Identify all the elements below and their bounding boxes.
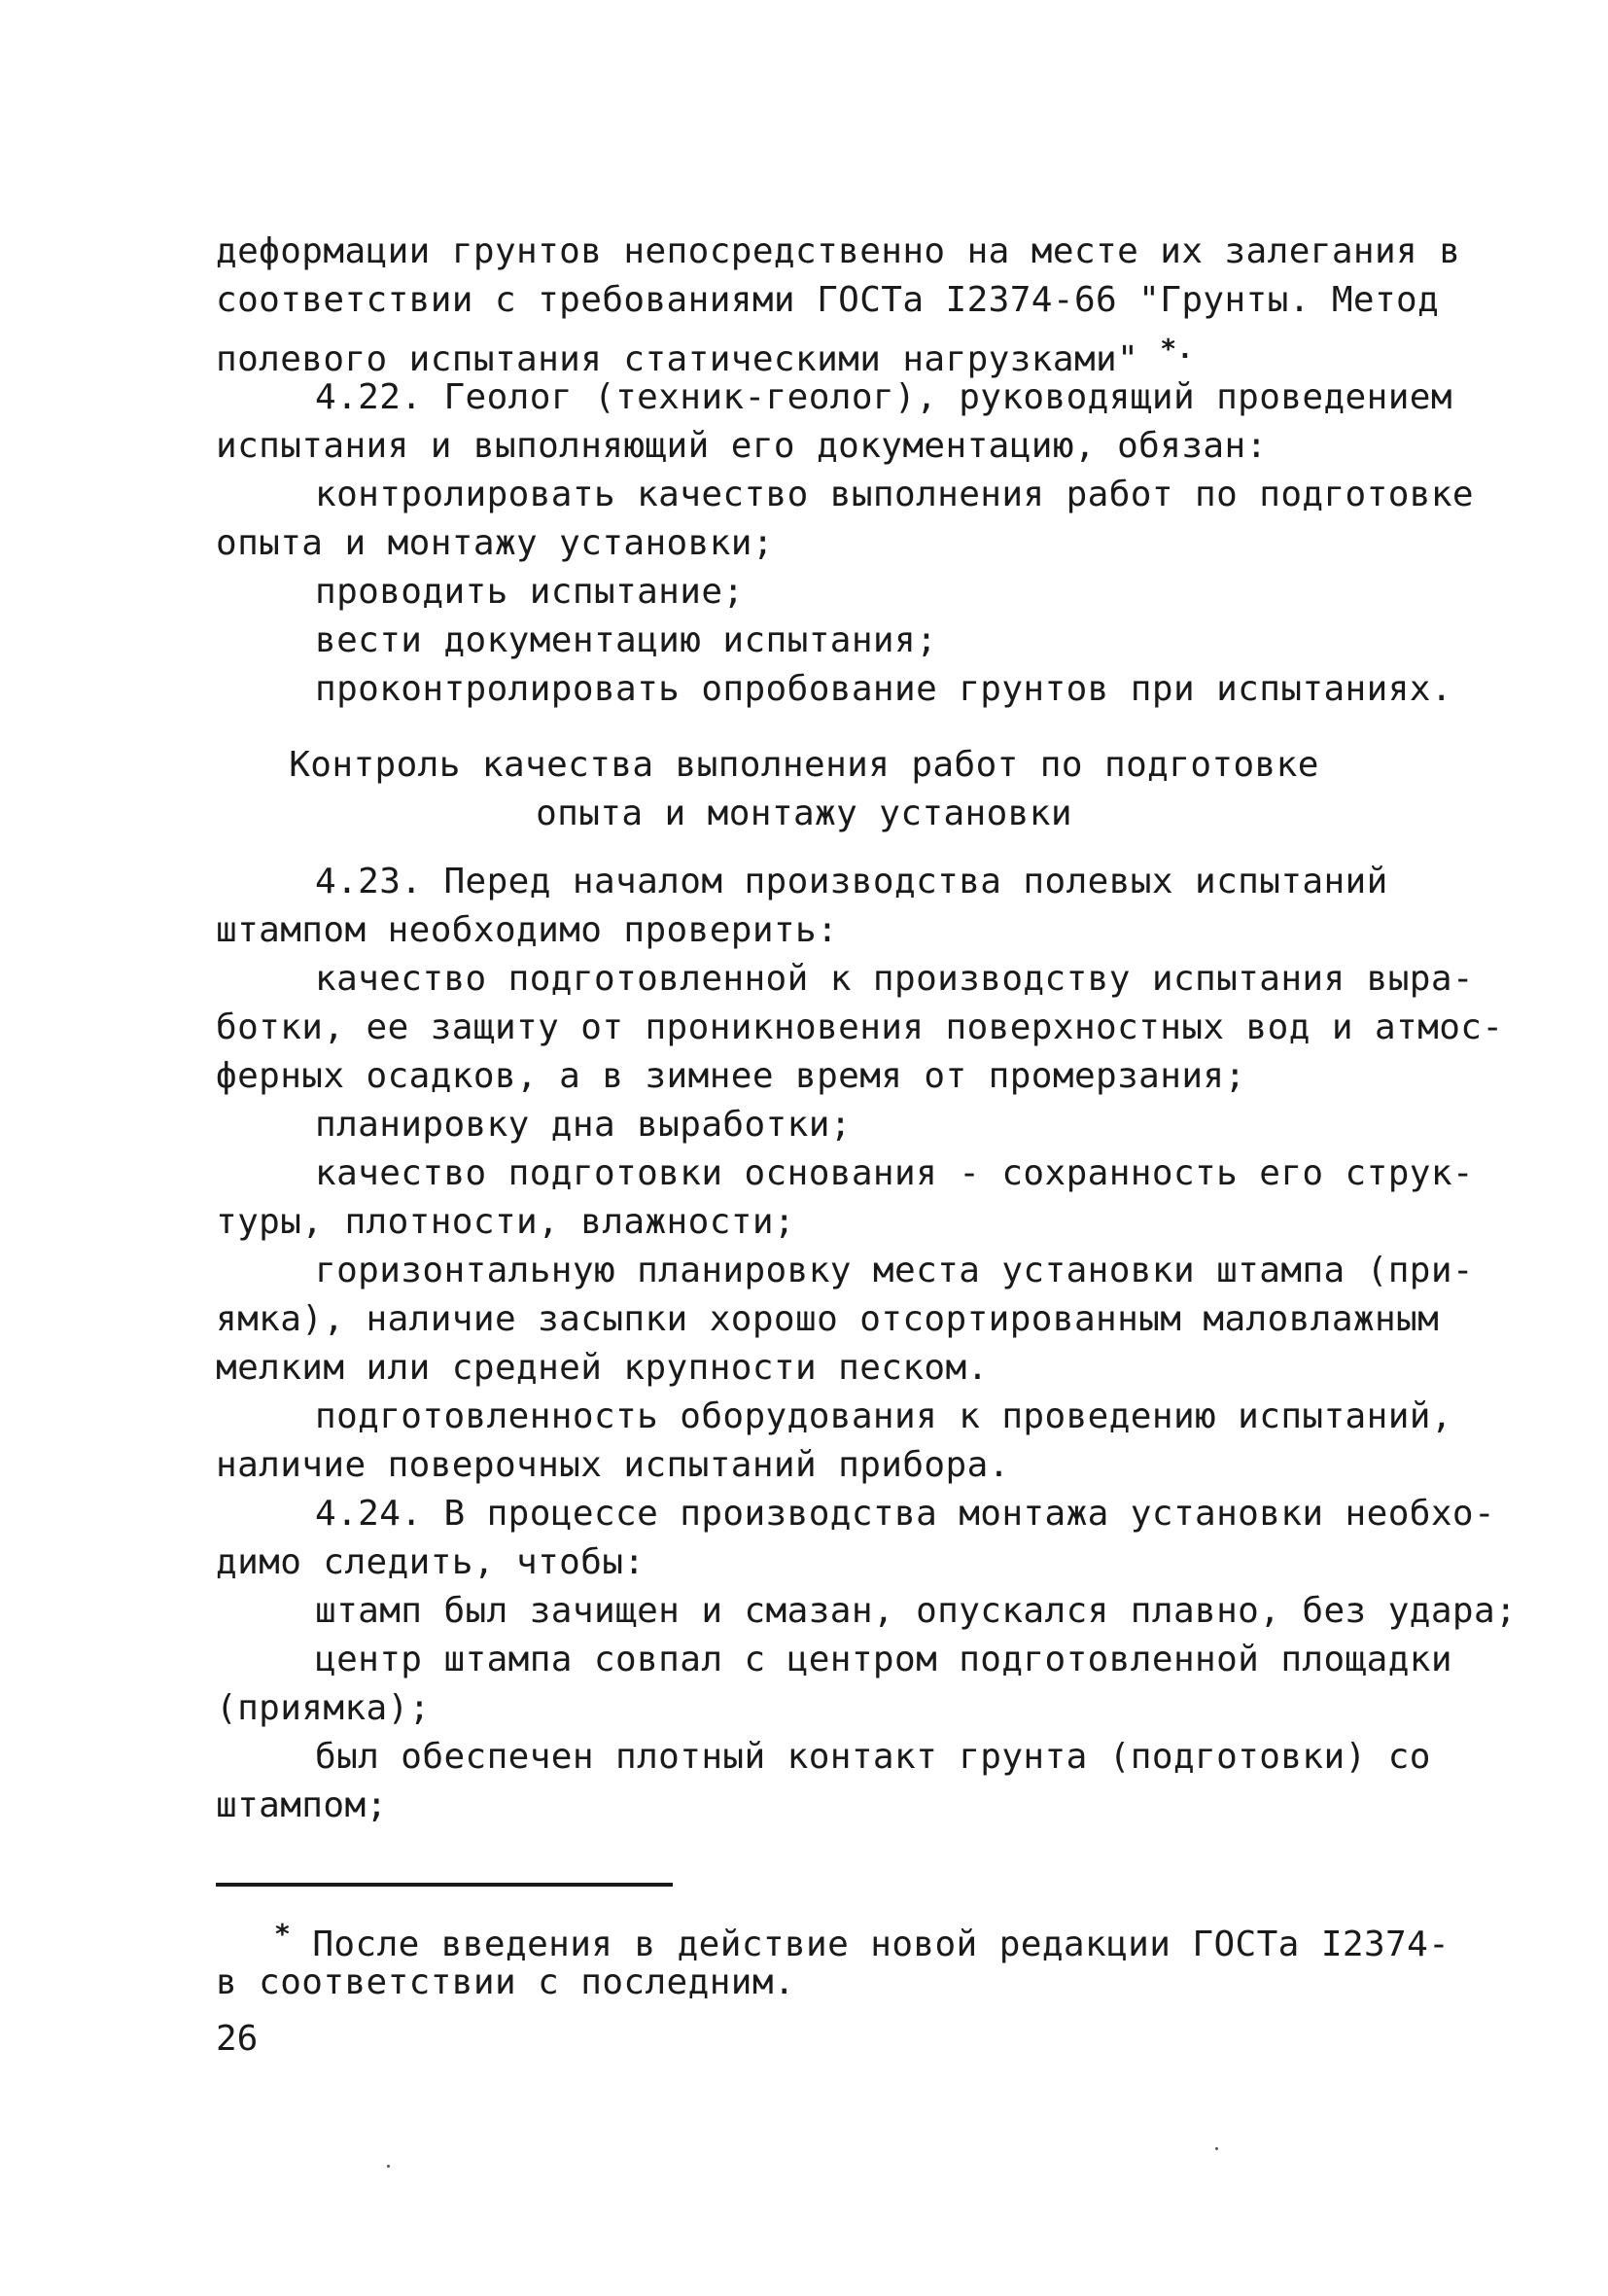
text-line: ферных осадков, а в зимнее время от промерзания; xyxy=(216,1056,1246,1096)
paragraph-4-22-start: 4.22. Геолог (техник-геолог), руководящий проведением xyxy=(315,377,1452,417)
paragraph-4-24-start: 4.24. В процессе производства монтажа установки необхо- xyxy=(315,1494,1496,1534)
text-line: соответствии с требованиями ГОСТа I2374-66 "Грунты. Метод xyxy=(216,280,1440,320)
footnote-mark: * xyxy=(274,1918,292,1950)
footnote-reference-mark: *. xyxy=(1160,333,1194,365)
text-line: полевого испытания статическими нагрузками" xyxy=(216,339,1139,379)
section-heading-line-2: опыта и монтажу установки xyxy=(536,794,1072,833)
text-line: проводить испытание; xyxy=(315,572,745,612)
text-line: штампом необходимо проверить: xyxy=(216,910,839,950)
section-heading-line-1: Контроль качества выполнения работ по подготовке xyxy=(289,745,1319,785)
text-line: центр штампа совпал с центром подготовленной площадки xyxy=(315,1640,1452,1679)
text-line: качество подготовки основания - сохранность его струк- xyxy=(315,1153,1474,1193)
text-line: наличие поверочных испытаний прибора. xyxy=(216,1445,1010,1485)
text-line: контролировать качество выполнения работ по подготовке xyxy=(315,475,1474,514)
text-line: подготовленность оборудования к проведению испытаний, xyxy=(315,1396,1452,1436)
text-line: штампом; xyxy=(216,1785,388,1825)
scan-speck xyxy=(1215,2147,1218,2150)
page-number: 26 xyxy=(216,2019,259,2059)
text-line: испытания и выполняющий его документацию, обязан: xyxy=(216,426,1268,466)
text-line: туры, плотности, влажности; xyxy=(216,1202,795,1242)
footnote-divider xyxy=(216,1883,673,1887)
text-line-with-footnote-ref xyxy=(216,327,1194,382)
scan-speck xyxy=(387,2165,390,2168)
text-line: ямка), наличие засыпки хорошо отсортированным маловлажным xyxy=(216,1299,1440,1339)
paragraph-4-23-start: 4.23. Перед началом производства полевых испытаний xyxy=(315,862,1388,901)
text-line: вести документацию испытания; xyxy=(315,620,938,660)
text-line: качество подготовленной к производству испытания выра- xyxy=(315,959,1474,999)
text-line: мелким или средней крупности песком. xyxy=(216,1348,989,1388)
footnote-line-1 xyxy=(274,1912,1450,1967)
text-line: горизонтальную планировку места установки штампа (при- xyxy=(315,1251,1474,1290)
text-line: штамп был зачищен и смазан, опускался плавно, без удара; xyxy=(315,1591,1518,1631)
text-line: димо следить, чтобы: xyxy=(216,1542,646,1582)
text-line: проконтролировать опробование грунтов при испытаниях. xyxy=(315,669,1452,709)
text-line: планировку дна выработки; xyxy=(315,1105,852,1145)
text-line: был обеспечен плотный контакт грунта (подготовки) со xyxy=(315,1737,1431,1777)
text-line: ботки, ее защиту от проникновения поверхностных вод и атмос- xyxy=(216,1007,1504,1047)
footnote-line-2: в соответствии с последним. xyxy=(216,1962,795,2002)
text-line: деформации грунтов непосредственно на месте их залегания в xyxy=(216,231,1461,271)
text-line: (приямка); xyxy=(216,1688,431,1728)
footnote-text: После введения в действие новой редакции ГОСТа I2374- xyxy=(312,1925,1451,1964)
text-line: опыта и монтажу установки; xyxy=(216,523,774,563)
